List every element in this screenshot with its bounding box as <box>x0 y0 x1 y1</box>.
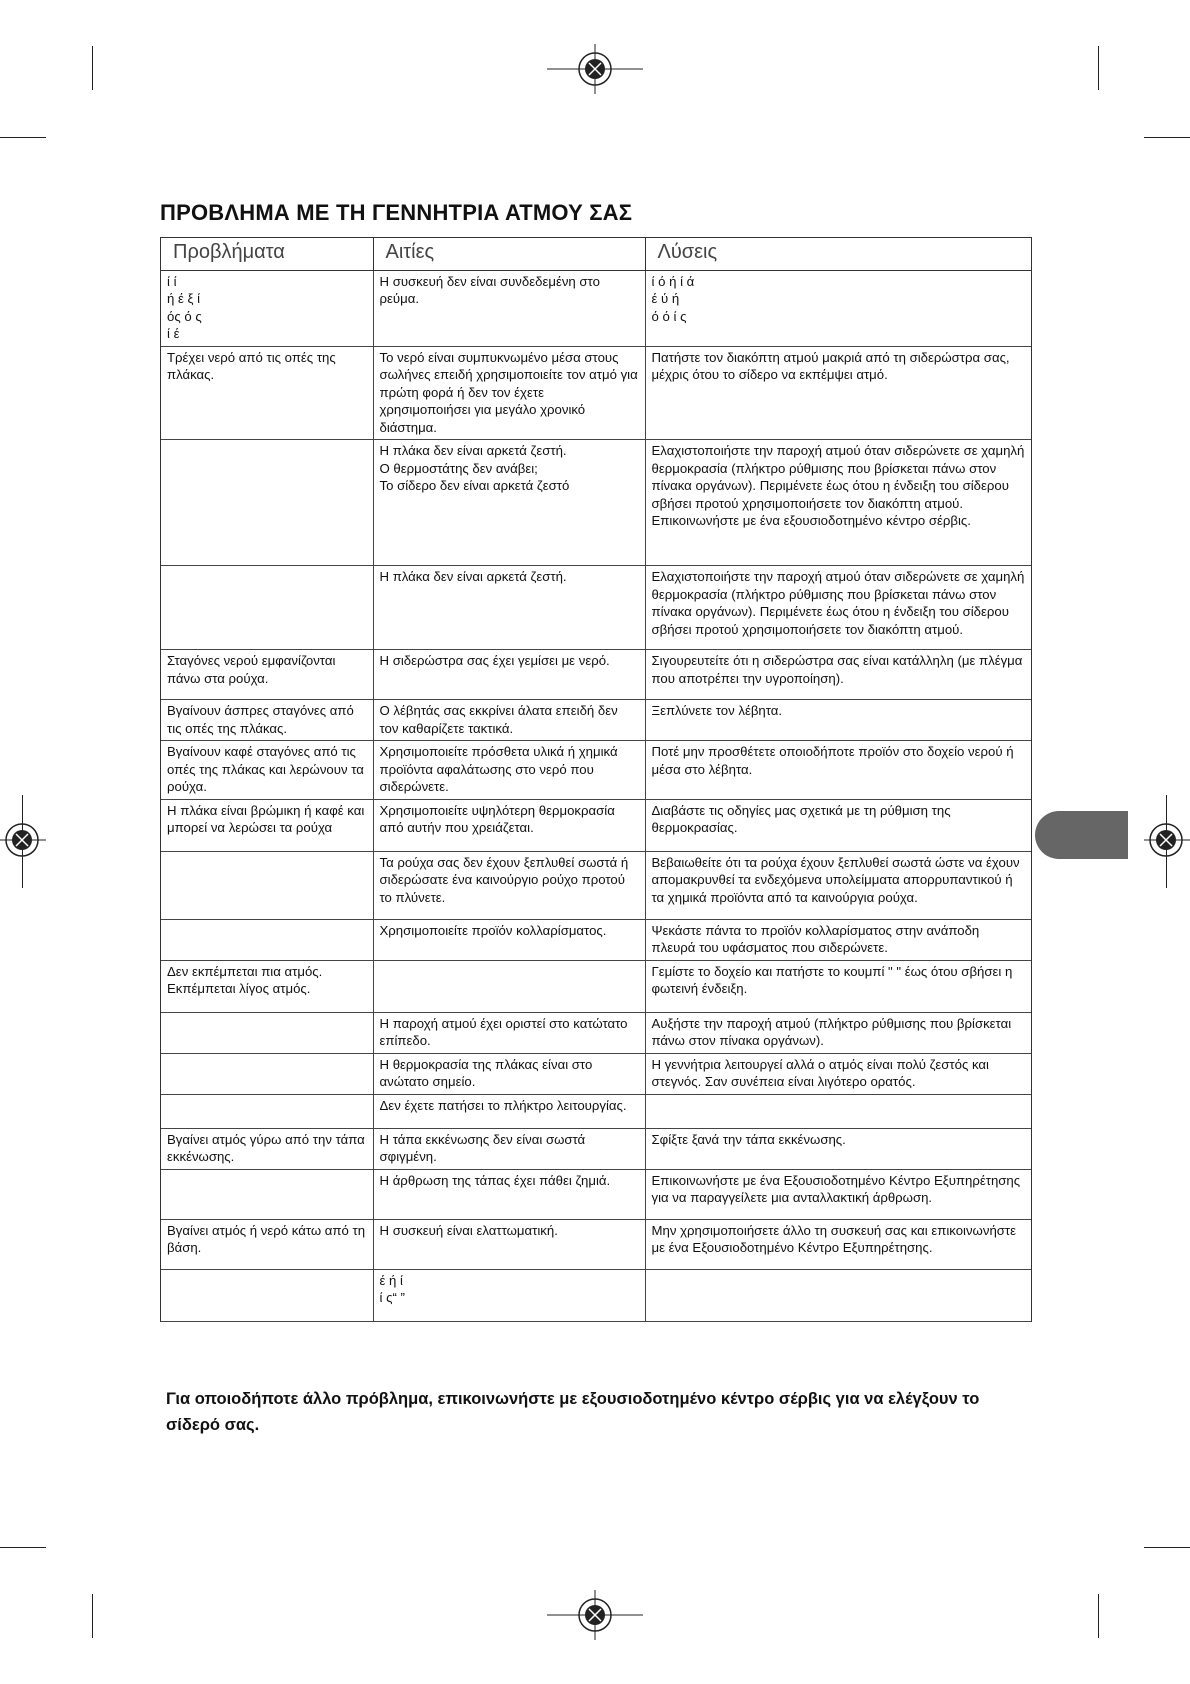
problem-cell <box>161 1012 373 1053</box>
registration-mark-icon <box>547 1590 643 1640</box>
table-row <box>161 1012 1031 1053</box>
problem-cell: Δεν εκπέμπεται πια ατμός. Εκπέμπεται λίγος ατμός. <box>161 960 373 1012</box>
problem-cell <box>161 919 373 960</box>
problem-cell: Βγαίνουν άσπρες σταγόνες από τις οπές της πλάκας. <box>161 700 373 741</box>
problem-cell: Σταγόνες νερού εμφανίζονται πάνω στα ρούχα. <box>161 650 373 700</box>
cause-cell: Η τάπα εκκένωσης δεν είναι σωστά σφιγμένη. <box>373 1128 645 1169</box>
cause-cell: Χρησιμοποιείτε προϊόν κολλαρίσματος. <box>373 919 645 960</box>
problem-cell: Βγαίνει ατμός γύρω από την τάπα εκκένωσης. <box>161 1128 373 1169</box>
table-row <box>161 566 1031 650</box>
problem-cell: Βγαίνει ατμός ή νερό κάτω από τη βάση. <box>161 1219 373 1269</box>
solution-cell <box>645 1094 1031 1128</box>
crop-mark <box>92 1594 93 1638</box>
table-row <box>161 1053 1031 1094</box>
table-row <box>161 1269 1031 1321</box>
problem-cell <box>161 1053 373 1094</box>
problem-cell: Η πλάκα είναι βρώμικη ή καφέ και μπορεί να λερώσει τα ρούχα <box>161 799 373 851</box>
solution-cell <box>645 1269 1031 1321</box>
cause-cell: Η παροχή ατμού έχει οριστεί στο κατώτατο επίπεδο. <box>373 1012 645 1053</box>
problem-cell: Τρέχει νερό από τις οπές της πλάκας. <box>161 346 373 440</box>
table-row <box>161 1128 1031 1169</box>
solution-cell: Διαβάστε τις οδηγίες μας σχετικά με τη ρύθμιση της θερμοκρασίας. <box>645 799 1031 851</box>
solution-cell: Ξεπλύνετε τον λέβητα. <box>645 700 1031 741</box>
cause-cell: Η πλάκα δεν είναι αρκετά ζεστή. <box>373 566 645 650</box>
table-row <box>161 270 1031 346</box>
table-row <box>161 799 1031 851</box>
cause-cell: Χρησιμοποιείτε υψηλότερη θερμοκρασία από αυτήν που χρειάζεται. <box>373 799 645 851</box>
troubleshooting-table <box>160 237 1032 1322</box>
cause-cell: Τα ρούχα σας δεν έχουν ξεπλυθεί σωστά ή σιδερώσατε ένα καινούργιο ρούχο προτού το πλύνετε. <box>373 851 645 919</box>
cause-cell <box>373 960 645 1012</box>
solution-cell: Ποτέ μην προσθέτετε οποιοδήποτε προϊόν στο δοχείο νερού ή μέσα στο λέβητα. <box>645 741 1031 800</box>
footer-note: Για οποιοδήποτε άλλο πρόβλημα, επικοινωνήστε με εξουσιοδοτημένο κέντρο σέρβις για να ελέγξουν το σίδερό σας. <box>166 1390 980 1434</box>
problem-cell <box>161 566 373 650</box>
table-row <box>161 851 1031 919</box>
cause-cell: Η θερμοκρασία της πλάκας είναι στο ανώτατο σημείο. <box>373 1053 645 1094</box>
crop-mark <box>0 137 46 138</box>
problem-cell: Βγαίνουν καφέ σταγόνες από τις οπές της πλάκας και λερώνουν τα ρούχα. <box>161 741 373 800</box>
cause-cell: έ ή ί ί ς“ ” <box>373 1269 645 1321</box>
cause-cell: Δεν έχετε πατήσει το πλήκτρο λειτουργίας. <box>373 1094 645 1128</box>
crop-mark <box>0 1547 46 1548</box>
crop-mark <box>1144 1547 1190 1548</box>
cause-cell: Χρησιμοποιείτε πρόσθετα υλικά ή χημικά προϊόντα αφαλάτωσης στο νερό που σιδερώνετε. <box>373 741 645 800</box>
cause-cell: Η συσκευή είναι ελαττωματική. <box>373 1219 645 1269</box>
solution-cell: Επικοινωνήστε με ένα Εξουσιοδοτημένο Κέντρο Εξυπηρέτησης για να παραγγείλετε μια ανταλλακτική άρθρωση. <box>645 1169 1031 1219</box>
registration-mark-icon <box>547 44 643 94</box>
solution-cell: Ψεκάστε πάντα το προϊόν κολλαρίσματος στην ανάποδη πλευρά του υφάσματος που σιδερώνετε. <box>645 919 1031 960</box>
registration-mark-icon <box>0 815 46 865</box>
problem-cell <box>161 1169 373 1219</box>
cause-cell: Η σιδερώστρα σας έχει γεμίσει με νερό. <box>373 650 645 700</box>
solution-cell: Βεβαιωθείτε ότι τα ρούχα έχουν ξεπλυθεί σωστά ώστε να έχουν απομακρυνθεί τα ενδεχόμενα υπολείμματα απορρυπαντικού ή τα χημικά προϊόντα από τα καινούργια ρούχα. <box>645 851 1031 919</box>
problem-cell <box>161 1094 373 1128</box>
table-row <box>161 700 1031 741</box>
table-row <box>161 346 1031 440</box>
crop-mark <box>1098 46 1099 90</box>
solution-cell: Η γεννήτρια λειτουργεί αλλά ο ατμός είναι πολύ ζεστός και στεγνός. Σαν συνέπεια είναι λιγότερο ορατός. <box>645 1053 1031 1094</box>
table-header-row <box>161 238 1031 270</box>
header-problems: Προβλήματα <box>161 238 373 270</box>
cause-cell: Η άρθρωση της τάπας έχει πάθει ζημιά. <box>373 1169 645 1219</box>
cause-cell: Ο λέβητάς σας εκκρίνει άλατα επειδή δεν τον καθαρίζετε τακτικά. <box>373 700 645 741</box>
table-row <box>161 919 1031 960</box>
header-solutions: Λύσεις <box>645 238 1031 270</box>
cause-cell: Το νερό είναι συμπυκνωμένο μέσα στους σωλήνες επειδή χρησιμοποιείτε τον ατμό για πρώτη φορά ή δεν τον έχετε χρησιμοποιήσει για μεγάλο χρονικό διάστημα. <box>373 346 645 440</box>
problem-cell: ί ί ή έ ξ ί ός ό ς ί έ <box>161 270 373 346</box>
table-body <box>161 270 1031 1321</box>
solution-cell: Σιγουρευτείτε ότι η σιδερώστρα σας είναι κατάλληλη (με πλέγμα που αποτρέπει την υγροποίηση). <box>645 650 1031 700</box>
solution-cell: Μην χρησιμοποιήσετε άλλο τη συσκευή σας και επικοινωνήστε με ένα Εξουσιοδοτημένο Κέντρο Εξυπηρέτησης. <box>645 1219 1031 1269</box>
cause-cell: Η πλάκα δεν είναι αρκετά ζεστή. Ο θερμοστάτης δεν ανάβει; Το σίδερο δεν είναι αρκετά ζεστό <box>373 440 645 566</box>
table-row <box>161 440 1031 566</box>
problem-cell <box>161 1269 373 1321</box>
table-row <box>161 1094 1031 1128</box>
crop-mark <box>1098 1594 1099 1638</box>
solution-cell: ί ό ή ί ά έ ύ ή ό ό ί ς <box>645 270 1031 346</box>
table-row <box>161 650 1031 700</box>
solution-cell: Σφίξτε ξανά την τάπα εκκένωσης. <box>645 1128 1031 1169</box>
table-row <box>161 1219 1031 1269</box>
problem-cell <box>161 440 373 566</box>
solution-cell: Ελαχιστοποιήστε την παροχή ατμού όταν σιδερώνετε σε χαμηλή θερμοκρασία (πλήκτρο ρύθμισης που βρίσκεται πάνω στον πίνακα οργάνων). Περιμένετε έως ότου η ένδειξη του σίδερου σβήσει προτού χρησιμοποιήσετε τον διακόπτη ατμού. <box>645 566 1031 650</box>
table-row <box>161 1169 1031 1219</box>
solution-cell: Ελαχιστοποιήστε την παροχή ατμού όταν σιδερώνετε σε χαμηλή θερμοκρασία (πλήκτρο ρύθμισης που βρίσκεται πάνω στον πίνακα οργάνων). Περιμένετε έως ότου η ένδειξη του σίδερου σβήσει προτού χρησιμοποιήσετε τον διακόπτη ατμού. Επικοινωνήστε με ένα εξουσιοδοτημένο κέντρο σέρβις. <box>645 440 1031 566</box>
cause-cell: Η συσκευή δεν είναι συνδεδεμένη στο ρεύμα. <box>373 270 645 346</box>
page-title: ΠΡΟΒΛΗΜΑ ΜΕ ΤΗ ΓΕΝΝΗΤΡΙΑ ΑΤΜΟΥ ΣΑΣ <box>160 200 633 225</box>
table-row <box>161 960 1031 1012</box>
header-causes: Αιτίες <box>373 238 645 270</box>
crop-mark <box>92 46 93 90</box>
solution-cell: Γεμίστε το δοχείο και πατήστε το κουμπί " " έως ότου σβήσει η φωτεινή ένδειξη. <box>645 960 1031 1012</box>
table-row <box>161 741 1031 800</box>
problem-cell <box>161 851 373 919</box>
registration-mark-icon <box>1144 815 1190 865</box>
thumb-index-tab <box>1035 811 1128 859</box>
solution-cell: Πατήστε τον διακόπτη ατμού μακριά από τη σιδερώστρα σας, μέχρις ότου το σίδερο να εκπέμψει ατμό. <box>645 346 1031 440</box>
crop-mark <box>1144 137 1190 138</box>
solution-cell: Αυξήστε την παροχή ατμού (πλήκτρο ρύθμισης που βρίσκεται πάνω στον πίνακα οργάνων). <box>645 1012 1031 1053</box>
